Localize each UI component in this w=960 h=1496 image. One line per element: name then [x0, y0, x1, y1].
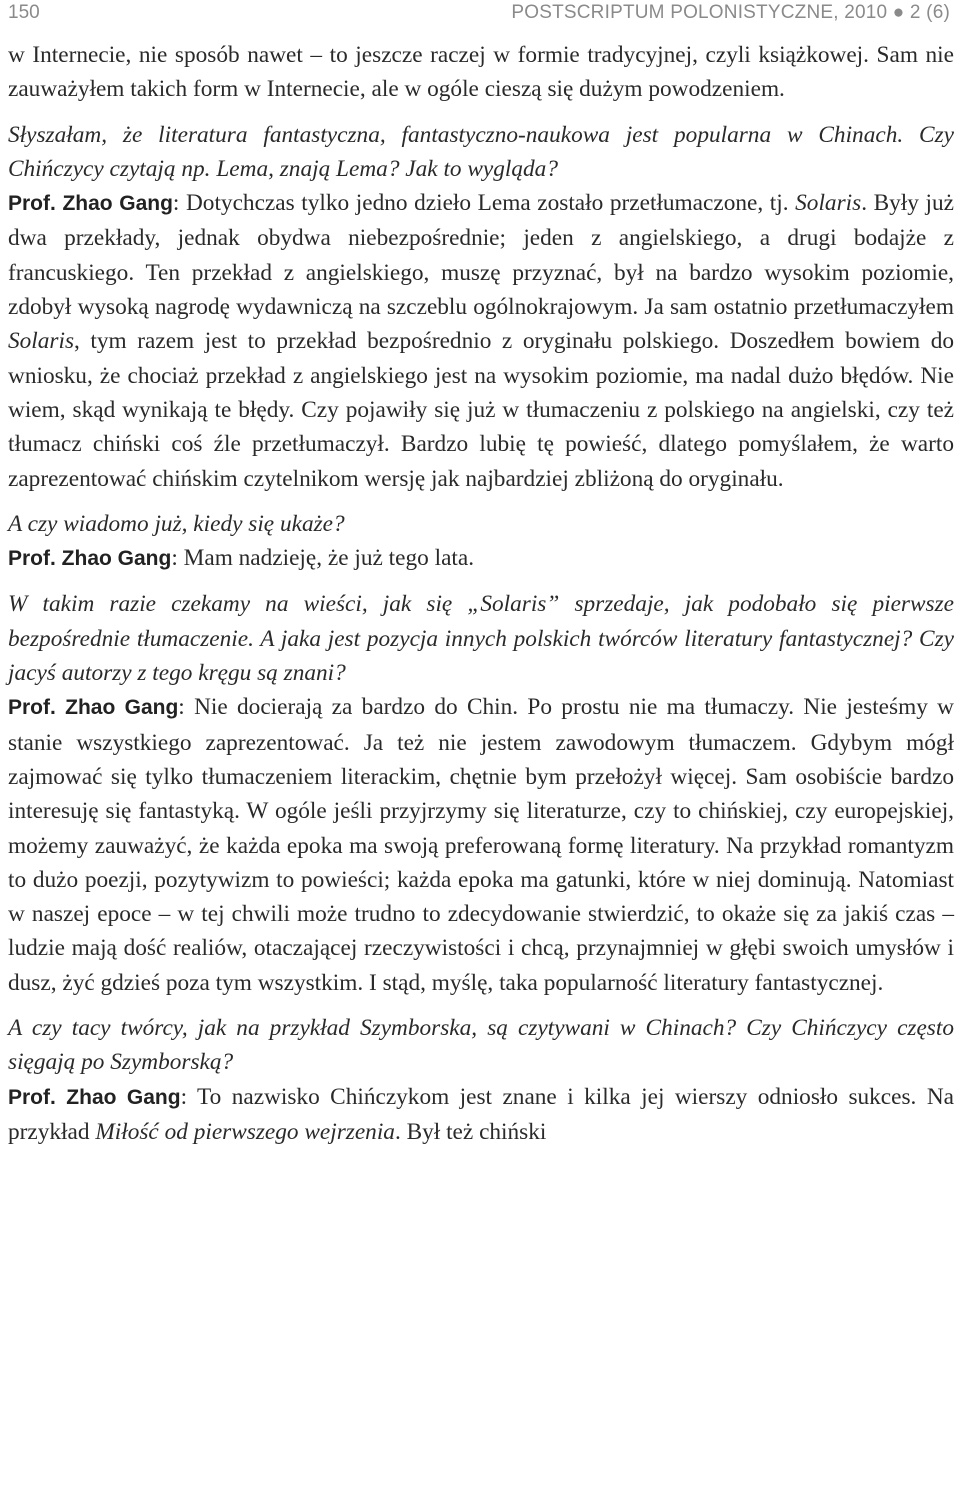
question-1: Słyszałam, że literatura fantastyczna, fantastyczno-naukowa jest popularna w Chinach. Czy Chińczycy czytają np. Lema, znają Lema? Jak to wygląda? — [8, 121, 954, 182]
answer-2: Prof. Zhao Gang: Mam nadzieję, że już tego lata. — [8, 545, 475, 572]
article-body — [8, 38, 954, 1149]
answer-continuation: w Internecie, nie sposób nawet – to jeszcze raczej w formie tradycyjnej, czyli książkowej. Sam nie zauważyłem takich form w Internecie, ale w ogóle cieszą się dużym powodzeniem. — [8, 42, 954, 103]
document-page — [8, 0, 954, 1496]
poem-title: Miłość od pierwszego wejrzenia — [95, 1118, 395, 1145]
title-solaris: Solaris — [795, 190, 862, 217]
answer-4: Prof. Zhao Gang: To nazwisko Chińczykom jest znane i kilka jej wierszy odniosło sukces. Na przykład Miłość od pierwszego wejrzenia. Był też chiński — [8, 1083, 954, 1145]
speaker-label: Prof. Zhao Gang — [8, 547, 172, 571]
journal-title: POSTSCRIPTUM POLONISTYCZNE, 2010 ● 2 (6) — [511, 2, 950, 23]
speaker-label: Prof. Zhao Gang — [8, 1085, 181, 1109]
answer-3: Prof. Zhao Gang: Nie docierają za bardzo do Chin. Po prostu nie ma tłumaczy. Nie jesteśmy w stanie wszystkiego zaprezentować. Ja też nie jestem zawodowym tłumaczem. Gdybym mógł zajmować się tylko tłumaczeniem literackim, chętnie bym przełożył więcej. Sam osobiście bardzo interesuję się fantastyką. W ogóle jeśli przyjrzymy się literaturze, czy to chińskiej, czy europejskiej, możemy zauważyć, że każda epoka ma swoją preferowaną formę literatury. Na przykład romantyzm to dużo poezji, pozytywizm to powieści; każda epoka ma gatunki, które w niej dominują. Natomiast w naszej epoce – w tej chwili może trudno to zdecydowanie stwierdzić, to okaże się za jakiś czas – ludzie mają dość realiów, otaczającej rzeczywistości i chcą, przynajmniej w głębi swoich umysłów i dusz, żyć gdzieś poza tym wszystkim. I stąd, myślę, taka popularność literatury fantastycznej. — [8, 694, 954, 996]
question-4: A czy tacy twórcy, jak na przykład Szymborska, są czytywani w Chinach? Czy Chińczycy często sięgają po Szymborską? — [8, 1015, 954, 1076]
page-number: 150 — [8, 2, 40, 23]
speaker-label: Prof. Zhao Gang — [8, 192, 173, 216]
question-3: W takim razie czekamy na wieści, jak się „Solaris” sprzedaje, jak podobało się pierwsze bezpośrednie tłumaczenie. A jaka jest pozycja innych polskich twórców literatury fantastycznej? Czy jacyś autorzy z tego kręgu są znani? — [8, 591, 954, 687]
title-solaris: Solaris — [8, 328, 75, 355]
answer-1: Prof. Zhao Gang: Dotychczas tylko jedno dzieło Lema zostało przetłumaczone, tj. Solaris. Były już dwa przekłady, jednak obydwa niebezpośrednie; jeden z angielskiego, a drugi bodajże z francuskiego. Ten przekład z angielskiego, muszę przyznać, był na bardzo wysokim poziomie, zdobył wysoką nagrodę wydawniczą na szczeblu ogólnokrajowym. Ja sam ostatnio przetłumaczyłem Solaris, tym razem jest to przekład bezpośrednio z oryginału polskiego. Doszedłem bowiem do wniosku, że chociaż przekład z angielskiego jest na wysokim poziomie, ma nadal dużo błędów. Nie wiem, skąd wynikają te błędy. Czy pojawiły się już w tłumaczeniu z polskiego na angielski, czy też tłumacz chiński coś źle przetłumaczył. Bardzo lubię tę powieść, dlatego pomyślałem, że warto zaprezentować chińskim czytelnikom wersję jak najbardziej zbliżoną do oryginału. — [8, 190, 954, 492]
speaker-label: Prof. Zhao Gang — [8, 696, 179, 720]
running-header — [8, 2, 954, 32]
question-2: A czy wiadomo już, kiedy się ukaże? — [8, 510, 345, 537]
